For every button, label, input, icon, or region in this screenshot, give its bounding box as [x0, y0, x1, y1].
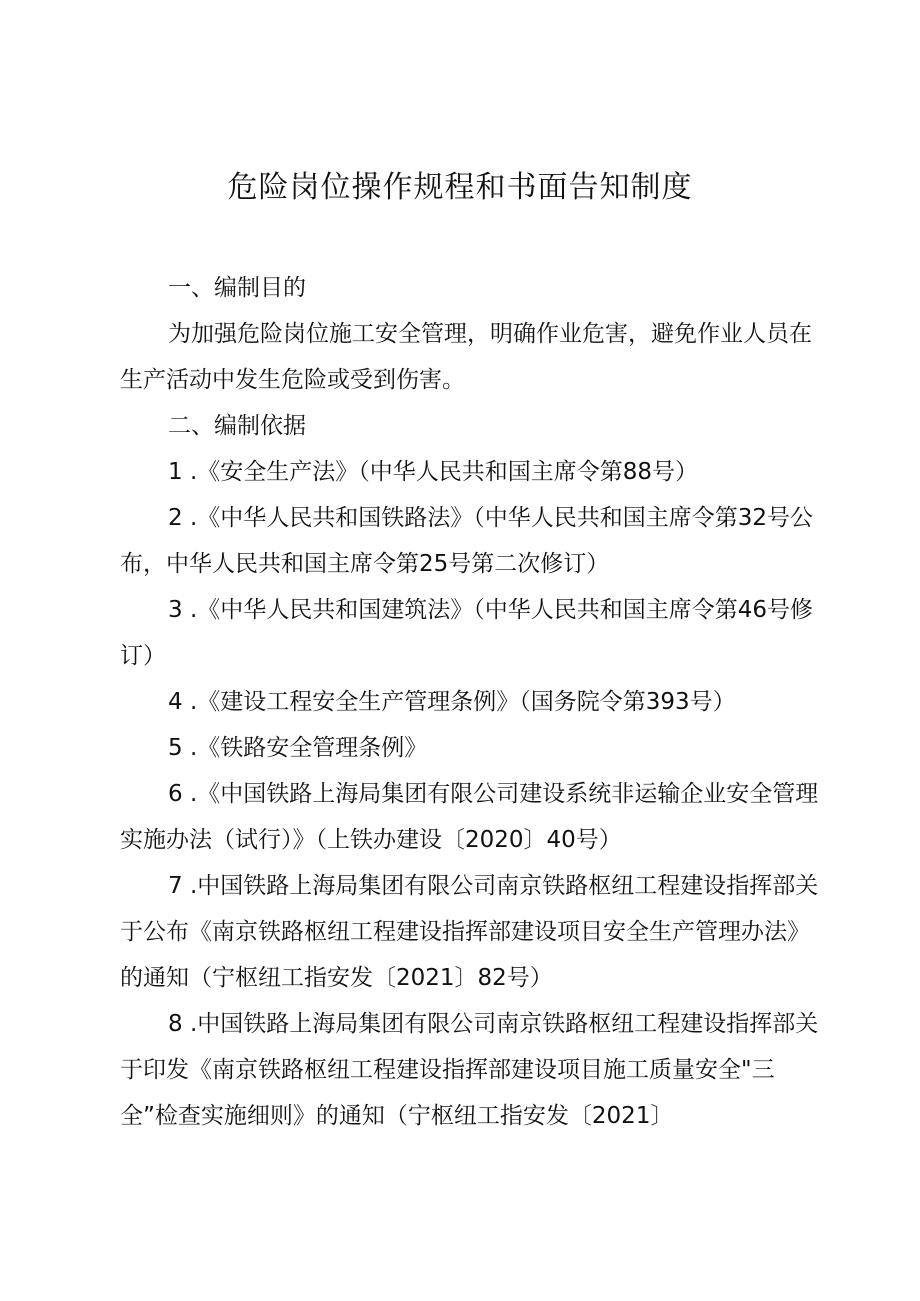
basis-item-7: 7 .中国铁路上海局集团有限公司南京铁路枢纽工程建设指挥部关于公布《南京铁路枢纽工程建设指挥部建设项目安全生产管理办法》的通知（宁枢纽工指安发〔2021〕82号） — [120, 873, 819, 991]
section-heading-purpose: 一、编制目的 — [168, 275, 306, 301]
basis-item-3: 3 .《中华人民共和国建筑法》（中华人民共和国主席令第46号修订） — [120, 597, 814, 669]
basis-item-6: 6 .《中国铁路上海局集团有限公司建设系统非运输企业安全管理实施办法（试行）》（上铁办建设〔2020〕40号） — [120, 781, 819, 853]
basis-item-1: 1 .《安全生产法》（中华人民共和国主席令第88号） — [168, 459, 699, 485]
purpose-paragraph: 为加强危险岗位施工安全管理，明确作业危害，避免作业人员在生产活动中发生危险或受到伤害。 — [120, 321, 812, 393]
basis-item-2: 2 .《中华人民共和国铁路法》（中华人民共和国主席令第32号公布，中华人民共和国主席令第25号第二次修订） — [120, 505, 814, 577]
basis-item-8: 8 .中国铁路上海局集团有限公司南京铁路枢纽工程建设指挥部关于印发《南京铁路枢纽工程建设指挥部建设项目施工质量安全"三全”检查实施细则》的通知（宁枢纽工指安发〔2021〕 — [120, 1011, 819, 1129]
basis-item-4: 4 .《建设工程安全生产管理条例》（国务院令第393号） — [168, 689, 736, 715]
document-title: 危险岗位操作规程和书面告知制度 — [227, 170, 693, 205]
section-heading-basis: 二、编制依据 — [168, 413, 306, 439]
basis-item-5: 5 .《铁路安全管理条例》 — [168, 735, 428, 761]
